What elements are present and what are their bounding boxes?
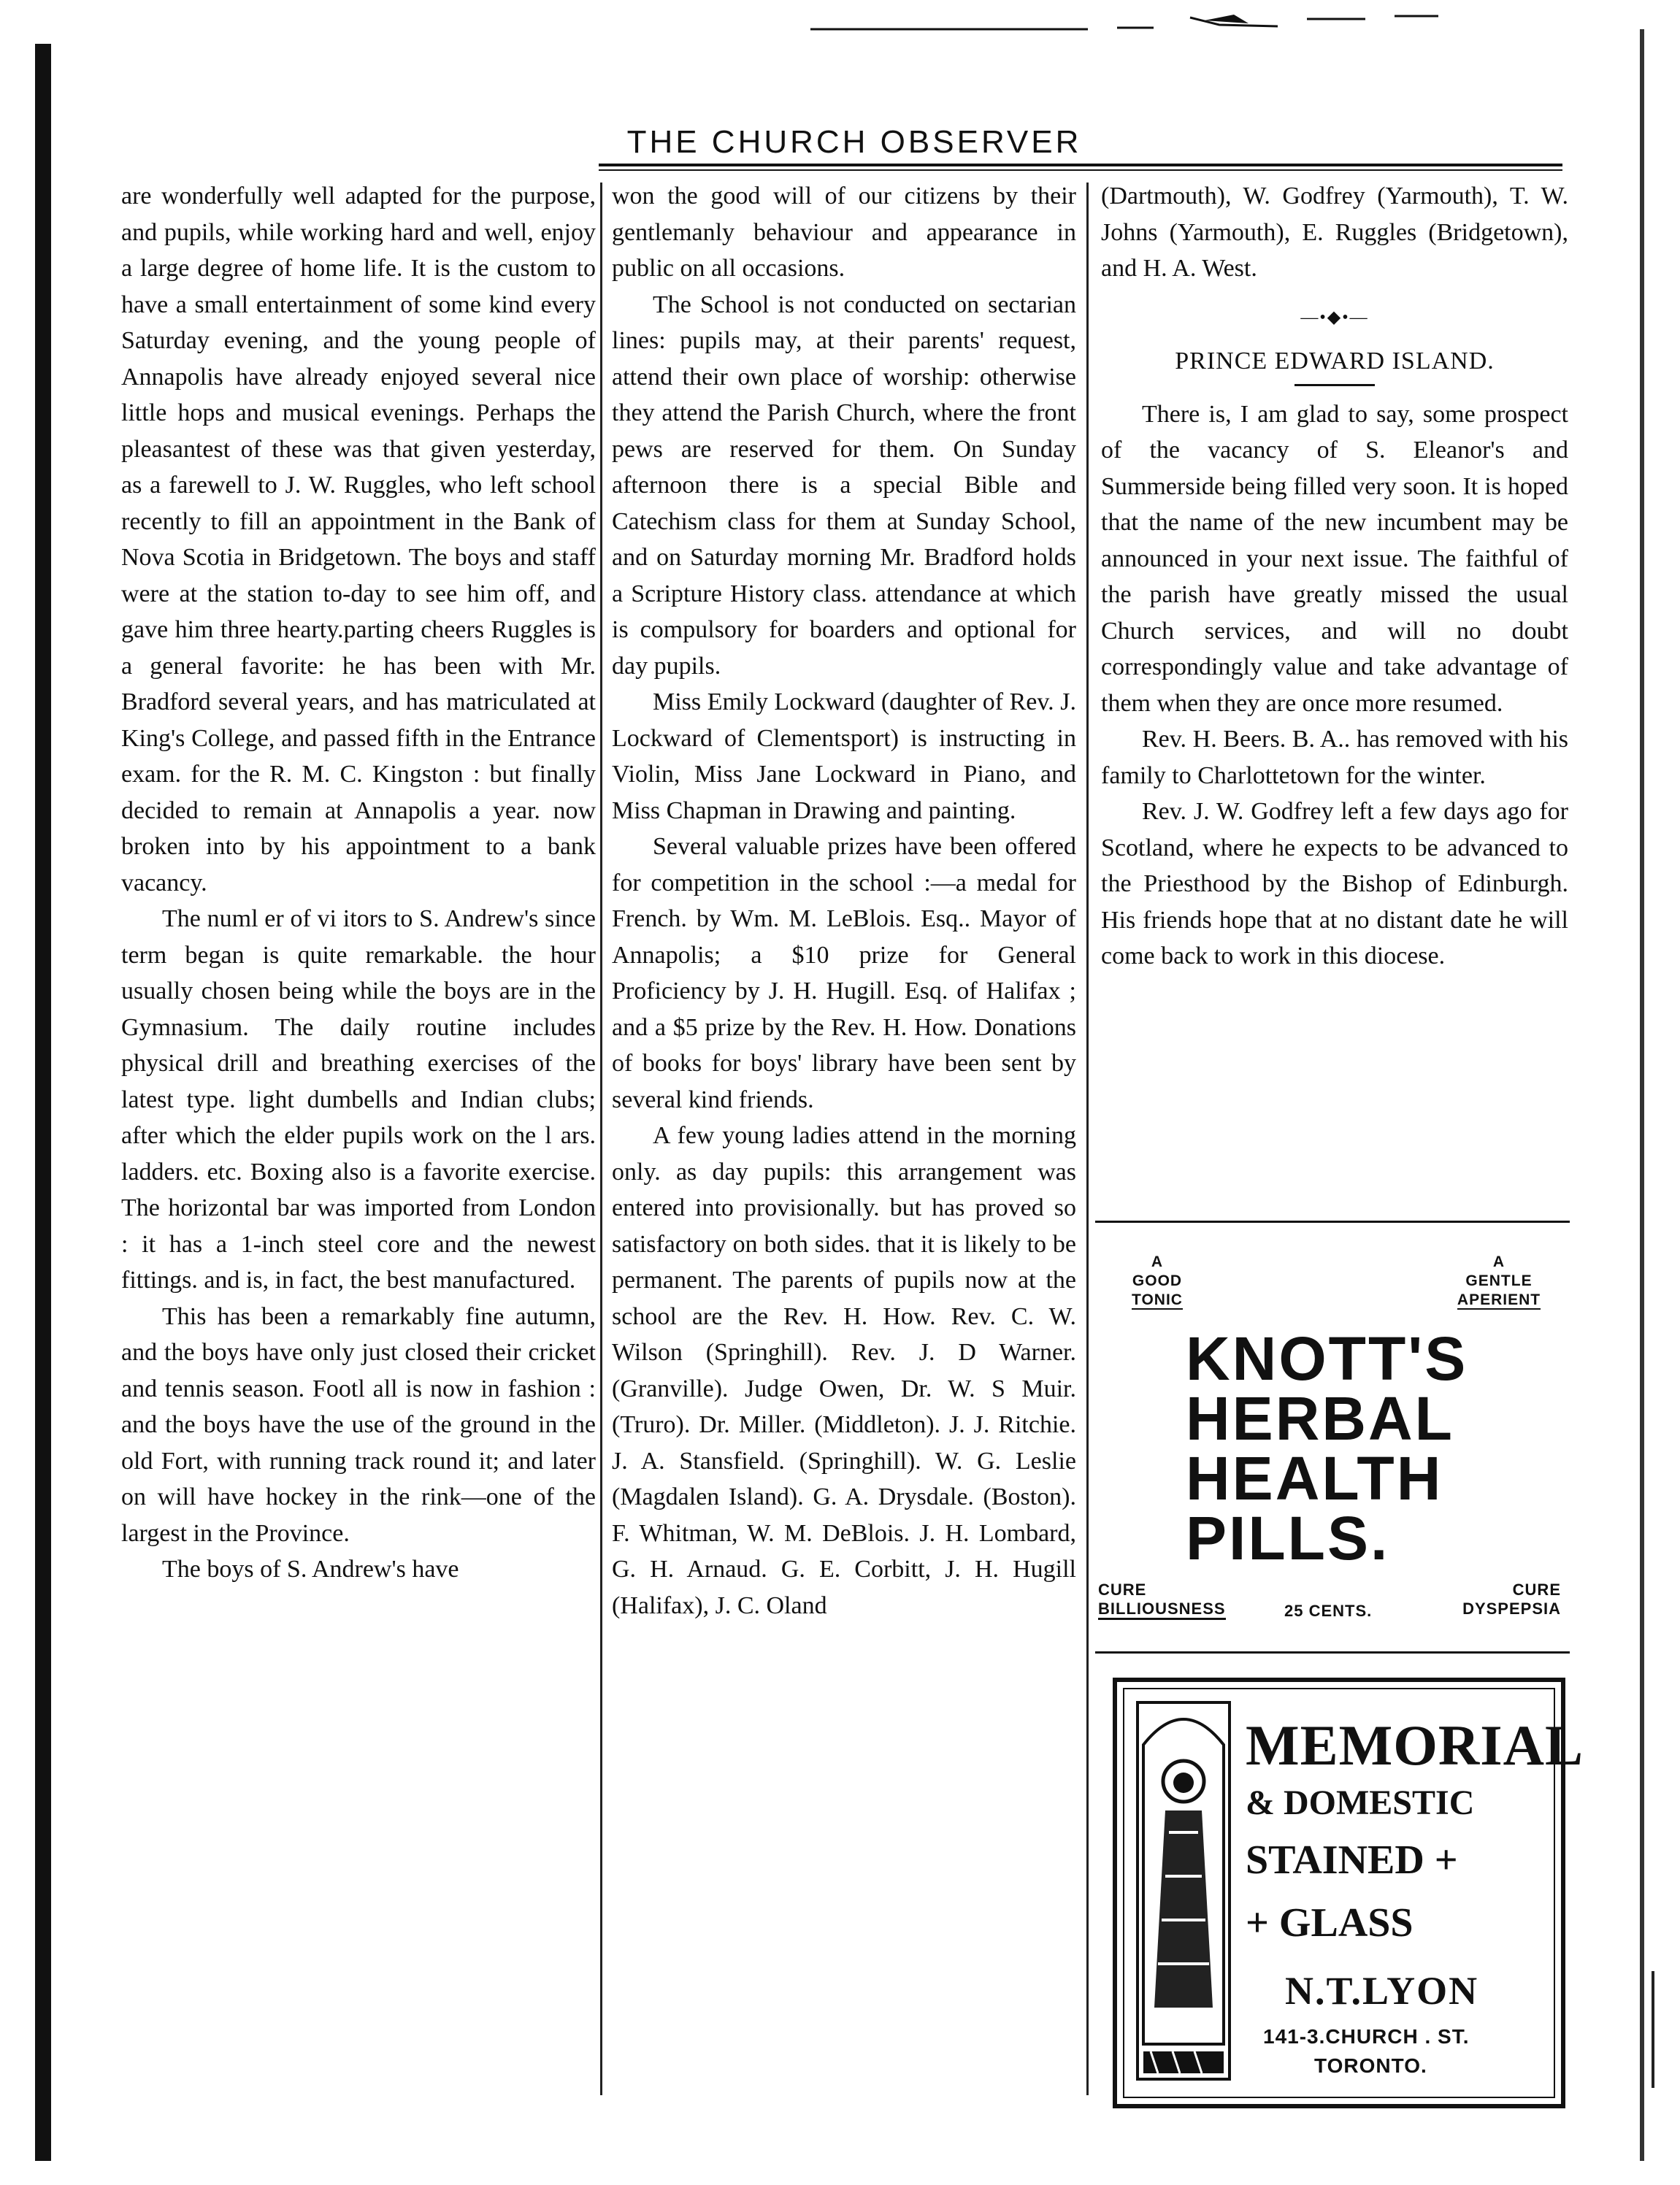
ad-headline bbox=[1186, 1324, 1492, 1572]
ad-text: A bbox=[1151, 1253, 1164, 1270]
paragraph: Rev. J. W. Godfrey left a few days ago for Scotland, where he expects to be advanced to the Priesthood by the Bishop of Edinburgh. His friends hope that at no distant date he will come back to work in this diocese. bbox=[1101, 798, 1568, 969]
ad-text: DYSPEPSIA bbox=[1462, 1600, 1561, 1618]
ad-headline-line: HERBAL bbox=[1186, 1384, 1454, 1453]
ad-headline-line: PILLS. bbox=[1186, 1504, 1390, 1572]
advertisement-rule bbox=[1095, 1221, 1570, 1223]
ad-name: N.T.LYON bbox=[1285, 1969, 1479, 2013]
section-ornament: —•◆•— bbox=[1300, 307, 1369, 327]
paragraph: Several valuable prizes have been offered for competition in the school :—a medal for French. by Wm. M. LeBlois. Esq.. Mayor of Annapolis; a $10 prize for General Proficiency by J. H. Hugill. Esq. of Halifax ; and a $5 prize by the Rev. H. How. Donations of books for boys' library have been sent by several kind friends. bbox=[612, 833, 1076, 1113]
column-3 bbox=[1101, 178, 1568, 975]
column-1 bbox=[121, 178, 596, 1588]
heading-underline bbox=[1294, 384, 1375, 386]
paragraph: The numl er of vi itors to S. Andrew's since term began is quite remarkable. the hour usually chosen being while the boys are in the Gymnasium. The daily routine includes physical drill and breathing exercises of the latest type. light dumbells and Indian clubs; after which the elder pupils work on the l ars. ladders. etc. Boxing also is a favorite exercise. The horizontal bar was imported from London : it has a 1-inch steel core and the newest fittings. and is, in fact, the best manufactured. bbox=[121, 905, 596, 1294]
paragraph: won the good will of our citizens by their gentlemanly behaviour and appearance in public on all occasions. bbox=[612, 183, 1076, 282]
paragraph: A few young ladies attend in the morning only. as day pupils: this arrangement was entered into provisionally. but has proved so satisfactory on both sides. that it is likely to be permanent. The parents of pupils now at the school are the Rev. H. How. Rev. C. W. Wilson (Springhill). Rev. J. D Warner. (Granville). Judge Owen, Dr. W. S Muir. (Truro). Dr. Miller. (Middleton). J. J. Ritchie. J. A. Stansfield. (Springhill). W. G. Leslie (Magdalen Island). G. A. Drysdale. (Boston). F. Whitman, W. M. DeBlois. J. H. Lombard, G. H. Arnaud. G. E. Corbitt, J. H. Hugill (Halifax), J. C. Oland bbox=[612, 1122, 1076, 1619]
masthead: THE CHURCH OBSERVER bbox=[626, 124, 1082, 160]
right-page-edge-mark bbox=[1652, 1971, 1654, 2088]
left-binding-edge bbox=[35, 44, 51, 2161]
ad-tagline-right bbox=[1437, 1253, 1561, 1310]
column-rule-right bbox=[1086, 183, 1089, 2095]
ad-text: BILLIOUSNESS bbox=[1098, 1600, 1226, 1620]
column-rule-left bbox=[600, 183, 602, 2095]
ad-text: APERIENT bbox=[1457, 1291, 1541, 1308]
masthead-rule-thin bbox=[599, 169, 1562, 171]
paragraph: are wonderfully well adapted for the purpose, and pupils, while working hard and well, enjoy a large degree of home life. It is the custom to have a small entertainment of some kind every Saturday evening, and the young people of Annapolis have already enjoyed several nice little hops and musical evenings. Perhaps the pleasantest of these was that given yesterday, as a farewell to J. W. Ruggles, who left school recently to fill an appointment in the Bank of Nova Scotia in Bridgetown. The boys and staff were at the station to-day to see him off, and gave him three hearty.parting cheers Ruggles is a general favorite: he has been with Mr. Bradford several years, and has matriculated at King's College, and passed fifth in the Entrance exam. for the R. M. C. Kingston : but finally decided to remain at Annapolis a year. now broken into by his appointment to a bank vacancy. bbox=[121, 183, 596, 896]
ad-line: & DOMESTIC bbox=[1246, 1783, 1475, 1822]
ad-claim-right bbox=[1462, 1581, 1561, 1618]
ad-line: MEMORIAL bbox=[1246, 1713, 1584, 1777]
paragraph: The boys of S. Andrew's have bbox=[162, 1556, 459, 1583]
ad-headline-line: KNOTT'S bbox=[1186, 1324, 1468, 1393]
memorial-glass-advertisement bbox=[1113, 1678, 1584, 2108]
ad-line: STAINED + bbox=[1246, 1838, 1458, 1883]
ad-text: TONIC bbox=[1132, 1291, 1183, 1308]
right-page-edge bbox=[1640, 29, 1644, 2161]
paragraph: Miss Emily Lockward (daughter of Rev. J. Lockward of Clementsport) is instructing in Violin, Miss Jane Lockward in Piano, and Miss Chapman in Drawing and painting. bbox=[612, 688, 1076, 824]
ad-text: CURE bbox=[1512, 1581, 1561, 1599]
masthead-rule bbox=[599, 164, 1562, 166]
ad-line: + GLASS bbox=[1246, 1900, 1414, 1946]
section-heading: PRINCE EDWARD ISLAND. bbox=[1175, 347, 1495, 375]
ad-address: 141-3.CHURCH . ST. bbox=[1263, 2025, 1470, 2048]
ad-claim-left bbox=[1098, 1581, 1226, 1618]
column-2 bbox=[612, 178, 1076, 1624]
paragraph: (Dartmouth), W. Godfrey (Yarmouth), T. W. Johns (Yarmouth), E. Ruggles (Bridgetown), and H. A. West. bbox=[1101, 183, 1568, 282]
ad-headline-line: HEALTH bbox=[1186, 1444, 1443, 1513]
advertisement-rule bbox=[1095, 1651, 1570, 1654]
paragraph: This has been a remarkably fine autumn, and the boys have only just closed their cricket and tennis season. Footl all is now in fashion : and the boys have the use of the ground in the old Fort, with running track round it; and later on will have hockey in the rink—one of the largest in the Province. bbox=[121, 1302, 596, 1547]
ad-text: A bbox=[1492, 1253, 1506, 1270]
paragraph: There is, I am glad to say, some prospect of the vacancy of S. Eleanor's and Summerside being filled very soon. It is hoped that the name of the new incumbent may be announced in your next issue. The faithful of the parish have greatly missed the usual Church services, and will no doubt correspondingly value and take advantage of them when they are once more resumed. bbox=[1101, 400, 1568, 717]
ad-text: GOOD bbox=[1132, 1272, 1183, 1289]
ad-tagline-left bbox=[1102, 1253, 1212, 1310]
paragraph: The School is not conducted on sectarian lines: pupils may, at their parents' request, attend their own place of worship: otherwise they attend the Parish Church, where the front pews are reserved for them. On Sunday afternoon there is a special Bible and Catechism class for them at Sunday School, and on Saturday morning Mr. Bradford holds a Scripture History class. attendance at which is compulsory for boarders and optional for day pupils. bbox=[612, 291, 1076, 680]
ad-text: GENTLE bbox=[1465, 1272, 1533, 1289]
top-edge-scratches bbox=[810, 13, 1599, 35]
ad-city: TORONTO. bbox=[1314, 2054, 1427, 2077]
ad-text: CURE bbox=[1098, 1581, 1147, 1599]
ad-price: 25 CENTS. bbox=[1284, 1602, 1373, 1620]
paragraph: Rev. H. Beers. B. A.. has removed with his family to Charlottetown for the winter. bbox=[1101, 726, 1568, 789]
stained-glass-figure-icon bbox=[1136, 1701, 1231, 2081]
knotts-pills-advertisement bbox=[1098, 1248, 1565, 1619]
